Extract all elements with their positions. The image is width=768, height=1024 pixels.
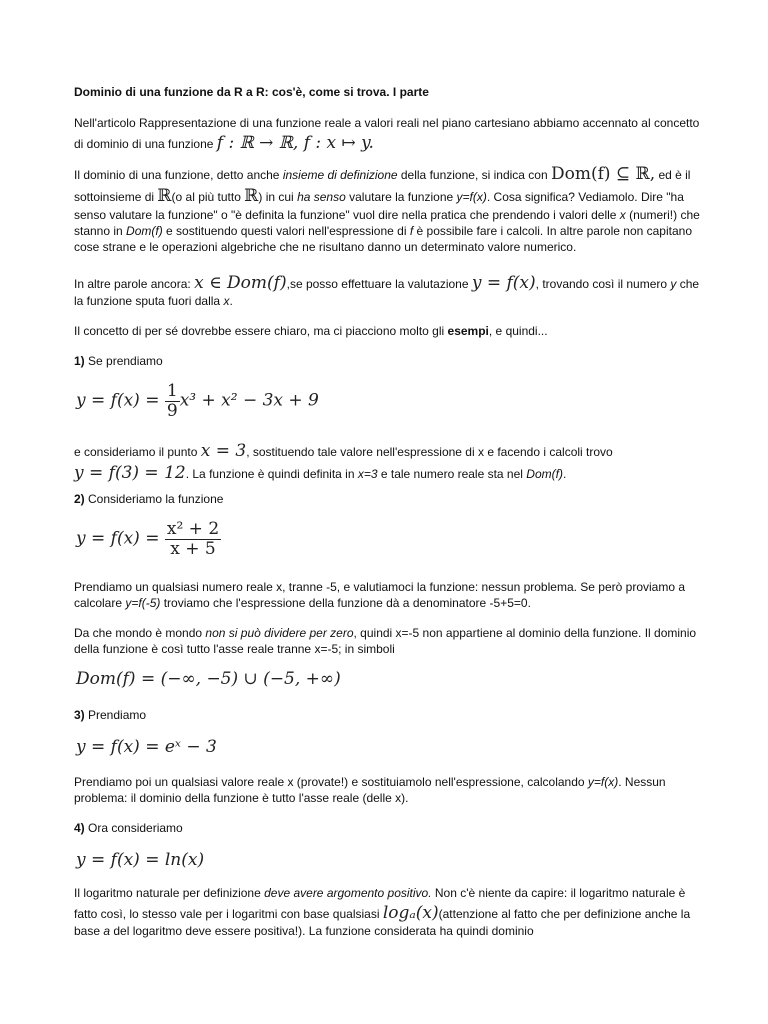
example-1-number: 1) — [74, 354, 85, 368]
restate-text-b: ,se posso effettuare la valutazione — [286, 277, 472, 291]
example-3-label: Prendiamo — [84, 708, 147, 722]
example-2-text — [74, 580, 702, 612]
restate-text-a: In altre parole ancora: — [74, 277, 195, 291]
ex4-text-b: Non c'è niente da capire: il logaritmo naturale è fatto così, lo stesso vale per i logaritmi con base qualsiasi — [74, 886, 686, 921]
example-2-equation — [76, 520, 221, 558]
definition-paragraph — [74, 163, 702, 255]
eq3-math: y = f(x) = eˣ − 3 — [76, 737, 217, 757]
ex1-text-d: e tale numero reale sta nel — [377, 467, 527, 482]
def-emphasis-1: insieme di definizione — [282, 168, 398, 182]
def-text-i: e sostituendo questi valori nell'espressione di — [162, 223, 410, 238]
def-emphasis-3: y=f(x) — [456, 190, 487, 205]
restate-text-e: . — [229, 294, 233, 309]
example-1-heading — [74, 354, 702, 370]
def-text-g: . Cosa significa? Vediamolo. Dire "ha senso valutare la funzione" o "è definita la funzione" vuol dire nella pratica che prendendo i valori delle — [74, 190, 684, 222]
ex3-text-a: Prendiamo poi un qualsiasi valore reale x (provate!) e sostituiamolo nell'espressione, calcolando — [74, 775, 588, 789]
ex3-emphasis: y=f(x) — [587, 775, 619, 789]
example-2-label: Consideriamo la funzione — [84, 492, 224, 506]
ex4-text-d: del logaritmo deve essere positiva!). La funzione considerata ha quindi dominio — [110, 924, 534, 939]
ex1-text-a: e consideriamo il punto — [74, 445, 201, 459]
example-3-number: 3) — [74, 708, 85, 722]
example-4-heading — [74, 821, 702, 837]
eq1-rhs: x³ + x² − 3x + 9 — [179, 390, 319, 411]
ex2-text-c: Da che mondo è mondo — [74, 626, 206, 640]
example-4-number: 4) — [74, 821, 85, 835]
def-emphasis-5: Dom(f) — [126, 223, 163, 238]
ex4-emphasis-a: a — [103, 924, 111, 939]
ex1-math-x3: x = 3 — [200, 441, 247, 461]
ex1-text-e: . — [562, 467, 567, 482]
intro-paragraph — [74, 116, 702, 154]
ex1-text-c: . La funzione è quindi definita in — [185, 467, 358, 482]
eq1-frac-den: 9 — [166, 400, 178, 421]
def-text-c: ed è il sottoinsieme di — [74, 168, 691, 205]
def-text-h: (numeri!) che stanno in — [74, 207, 700, 238]
example-3-text — [74, 775, 702, 807]
ex1-emphasis-dom: Dom(f) — [526, 467, 563, 482]
ex4-text-c: (attenzione al fatto che per definizione anche la base — [74, 906, 691, 939]
def-text-d: (o al più tutto — [171, 190, 245, 205]
eq2-frac-num: x² + 2 — [166, 519, 220, 539]
ex2-domain-math: Dom(f) = (−∞, −5) ∪ (−5, +∞) — [76, 669, 341, 689]
ex4-math-log: logₐ(x) — [382, 902, 439, 923]
ex1-emphasis-x3: x=3 — [357, 467, 378, 482]
restate-text-d: che la funzione sputa fuori dalla — [74, 277, 700, 309]
restate-math-2: y = f(x) — [471, 273, 536, 293]
ex4-text-a: Il logaritmo naturale per definizione — [74, 886, 265, 900]
examples-intro-end: , e quindi... — [488, 324, 548, 338]
examples-intro-text: Il concetto di per sé dovrebbe essere chiaro, ma ci piacciono molto gli — [74, 324, 448, 338]
def-emphasis-2: ha senso — [297, 190, 346, 205]
def-text-j: è possibile fare i calcoli. In altre parole non capitano cose strane e le operazioni algebriche che ne risultano danno un determinato valore numerico. — [74, 223, 693, 254]
def-text-f: valutare la funzione — [345, 190, 457, 205]
example-2-domain — [76, 668, 341, 690]
ex3-text-b: . Nessun problema: il dominio della funzione è tutto l'asse reale (delle x). — [74, 775, 666, 805]
example-3-heading — [74, 708, 702, 724]
ex2-text-a: Prendiamo un qualsiasi numero reale x, tranne -5, e valutiamoci la funzione: nessun problema. Se però proviamo a calcolare — [74, 580, 686, 610]
ex2-text-b: troviamo che l'espressione della funzione dà a denominatore -5+5=0. — [160, 595, 531, 610]
restate-emphasis-x: x — [223, 294, 230, 309]
example-1-equation — [76, 382, 319, 420]
example-1-text — [74, 440, 702, 485]
example-2-heading — [74, 492, 702, 508]
intro-text: Nell'articolo Rappresentazione di una funzione reale a valori reali nel piano cartesiano abbiamo accennato al concetto di dominio di una funzione — [74, 116, 700, 151]
examples-intro — [74, 324, 702, 340]
examples-strong: esempi — [447, 324, 489, 338]
ex1-math-f3: y = f(3) = 12 — [74, 463, 186, 484]
ex2-text-d: , quindi x=-5 non appartiene al dominio della funzione. Il dominio della funzione è così tutto l'asse reale tranne x=-5; in simboli — [74, 626, 697, 656]
intro-math: f : ℝ → ℝ, f : x ↦ y. — [216, 132, 374, 153]
eq2-fraction — [165, 520, 221, 558]
restatement-paragraph — [74, 272, 702, 310]
page-title: Dominio di una funzione da R a R: cos'è, come si trova. I parte — [74, 85, 429, 99]
example-4-equation — [76, 849, 204, 871]
def-emphasis-4: x — [619, 207, 626, 222]
restate-math-1: x ∈ Dom(f) — [194, 273, 287, 293]
def-text-a: Il dominio di una funzione, detto anche — [74, 168, 283, 182]
def-text-b: della funzione, si indica con — [397, 168, 551, 182]
def-math-r1: ℝ — [157, 186, 172, 207]
example-1-label: Se prendiamo — [84, 354, 163, 368]
example-2-text-2 — [74, 626, 702, 658]
eq4-math: y = f(x) = ln(x) — [76, 850, 205, 870]
ex4-emphasis: deve avere argomento positivo. — [264, 886, 432, 900]
def-math-r2: ℝ — [244, 186, 259, 207]
ex2-emphasis: y=f(-5) — [125, 595, 161, 610]
eq2-frac-den: x + 5 — [170, 538, 216, 559]
restate-emphasis-y: y — [670, 277, 677, 291]
eq1-frac-num: 1 — [166, 381, 178, 401]
ex1-text-b: , sostituendo tale valore nell'espressione di x e facendo i calcoli trovo — [246, 445, 613, 459]
example-4-text — [74, 886, 702, 940]
ex2-emphasis-zero: non si può dividere per zero — [205, 626, 354, 640]
def-math-dom: Dom(f) ⊆ ℝ, — [550, 164, 656, 184]
def-emphasis-6: f — [409, 223, 414, 238]
def-text-e: ) in cui — [258, 190, 298, 205]
example-4-label: Ora consideriamo — [84, 821, 183, 835]
example-2-number: 2) — [74, 492, 85, 506]
eq2-lhs: y = f(x) = — [76, 528, 165, 549]
example-3-equation — [76, 736, 217, 758]
eq1-fraction — [165, 382, 180, 420]
eq1-lhs: y = f(x) = — [76, 390, 165, 411]
restate-text-c: , trovando così il numero — [535, 277, 671, 291]
